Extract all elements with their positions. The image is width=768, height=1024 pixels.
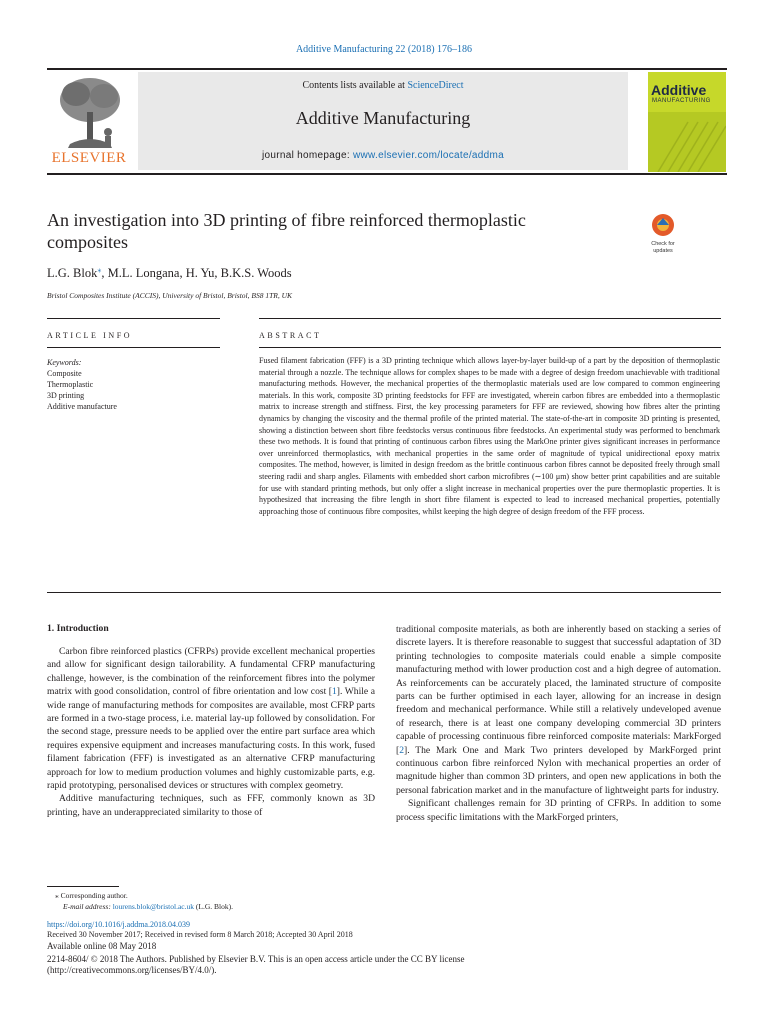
abstract-text: Fused filament fabrication (FFF) is a 3D printing technique which allows layer-by-layer build-up of a part by the deposition of thermoplastic material through a nozzle. The technique allows for complex shapes to be made with a degree of design freedom unachievable with traditional manufacturing methods. However, the mechanical properties of the thermoplastic materials used are low compared to common engineering materials. In this work, composite 3D printing feedstocks for FFF are investigated, wherein carbon fibres are embedded into a thermoplastic matrix to increase strength and stiffness. First, the key processing parameters for FFF are reviewed, showing how fibres alter the printing dynamics by changing the viscosity and the thermal profile of the printed material. The state-of-the-art in composite 3D printing is presented, showing a distinction between short fibre feedstocks versus continuous fibre feedstocks. An experimental study was performed to benchmark these two methods. It is found that printing of continuous carbon fibres using the MarkOne printer gives significant increases in performance over unreinforced thermoplastics, with mechanical properties in the same order of magnitude of typical unidirectional epoxy matrix composites. The method, however, is limited in design freedom as the brittle continuous carbon fibres cannot be deposited freely through small steering radii and sharp angles. Filaments with embedded short carbon microfibres (∼100 μm) show better print capabilities and are suitable for use with standard printing methods, but only offer a slight increase in mechanical properties over the pure thermoplastic properties. It is hypothesized that increasing the fibre length in short fibre filament is expected to lead to increased mechanical properties, potentially approaching those of continuous fibre composites, whilst keeping the high degree of design freedom of the FFF process. bbox=[259, 356, 720, 516]
cover-subtitle: MANUFACTURING bbox=[652, 98, 711, 104]
keywords-label: Keywords: bbox=[47, 358, 82, 367]
publication-info bbox=[47, 920, 464, 975]
right-column bbox=[396, 623, 721, 824]
footnote-rule bbox=[47, 886, 119, 887]
license-url: (http://creativecommons.org/licenses/BY/4.0/). bbox=[47, 964, 217, 975]
abstract-label: ABSTRACT bbox=[259, 331, 322, 340]
paragraph bbox=[396, 797, 721, 824]
article-info-label: ARTICLE INFO bbox=[47, 331, 133, 340]
paragraph bbox=[396, 623, 721, 797]
received-dates: Received 30 November 2017; Received in revised form 8 March 2018; Accepted 30 April 2018 bbox=[47, 930, 353, 940]
journal-homepage bbox=[138, 150, 628, 161]
corresponding-author-note: ⁎ Corresponding author. bbox=[55, 891, 128, 900]
contents-prefix: Contents lists available at bbox=[302, 80, 408, 91]
paragraph-text: ]. The Mark One and Mark Two printers developed by MarkForged print continuous carbon fibre reinforced Nylon with mechanical properties an order of magnitude higher than common 3D printers, and open new applications in both the personal fabrication market and in the manufacture of lightweight parts for industry. bbox=[396, 744, 721, 796]
paragraph-text: traditional composite materials, as both are inherently based on stacking a series of discrete layers. It is therefore reasonable to suggest that successful adaptation of 3D printing technologies to composite materials could enable a simple composite manufacturing method with lower production cost and a high degree of automation. As reinforcements can be accurately placed, the laminated structure of composite parts can be further optimised in each layer, allowing for an increase in design freedom and mechanical performance. While still a relatively undeveloped avenue of research, there is at least one company developing commercial 3D printers capable of processing continuous fibre reinforced composite materials: MarkForged [ bbox=[396, 624, 721, 756]
paragraph bbox=[47, 645, 375, 792]
abstract-rule-top bbox=[259, 318, 721, 319]
author-list bbox=[47, 265, 292, 281]
doi-link[interactable]: https://doi.org/10.1016/j.addma.2018.04.039 bbox=[47, 920, 190, 929]
email-line bbox=[47, 901, 233, 912]
check-for-updates-badge[interactable] bbox=[646, 212, 680, 256]
corresponding-author-mark[interactable]: ⁎ bbox=[97, 265, 102, 274]
keyword: 3D printing bbox=[47, 391, 85, 400]
paragraph-text: Carbon fibre reinforced plastics (CFRPs) provide excellent mechanical properties and allow for significant design tailorability. A fundamental CFRP manufacturing challenge, however, is the combination of the reinforcement fibres into the polymer matrix with good consolidation, control of fibre orientation and low cost [ bbox=[47, 646, 375, 698]
paragraph bbox=[47, 792, 375, 819]
homepage-prefix: journal homepage: bbox=[261, 150, 353, 161]
homepage-link[interactable]: www.elsevier.com/locate/addma bbox=[353, 150, 504, 161]
email-link[interactable]: lourens.blok@bristol.ac.uk bbox=[112, 902, 194, 911]
email-label: E-mail address: bbox=[63, 902, 113, 911]
elsevier-wordmark: ELSEVIER bbox=[51, 150, 127, 166]
article-title: An investigation into 3D printing of fibre reinforced thermoplastic composites bbox=[47, 210, 526, 252]
cover-title: Additive bbox=[651, 82, 707, 98]
svg-text:updates: updates bbox=[653, 248, 673, 254]
header-rule-bottom bbox=[47, 173, 727, 175]
author-name: L.G. Blok bbox=[47, 266, 98, 281]
header-rule-top bbox=[47, 68, 727, 70]
affiliation: Bristol Composites Institute (ACCIS), University of Bristol, Bristol, BS8 1TR, UK bbox=[47, 291, 292, 300]
paragraph-text: ]. While a wide range of manufacturing methods for composites are available, most CFRP parts are formed in a two-stage process, i.e. material lay-up followed by consolidation. For the second stage, pressure needs to be applied over the entire part surface area which requires expensive equipment and increases manufacturing costs. In this work, fused filament fabrication (FFF) is investigated as an alternative CFRP manufacturing approach for low to medium production volumes and highly customizable parts, e.g. rapid prototyping, personalised devices or structures with complex geometry. bbox=[47, 686, 375, 792]
section-heading-introduction: 1. Introduction bbox=[47, 623, 109, 634]
email-suffix: (L.G. Blok). bbox=[194, 902, 233, 911]
contents-line bbox=[138, 80, 628, 91]
reference-link[interactable]: 1 bbox=[332, 686, 337, 698]
abstract-bottom-rule bbox=[47, 592, 721, 593]
license-line: 2214-8604/ © 2018 The Authors. Published by Elsevier B.V. This is an open access article under the CC BY license bbox=[47, 954, 465, 965]
article-info-rule bbox=[47, 347, 220, 348]
cover-graphic bbox=[648, 112, 726, 172]
reference-link[interactable]: 2 bbox=[399, 744, 404, 756]
abstract-rule bbox=[259, 347, 721, 348]
available-online: Available online 08 May 2018 bbox=[47, 940, 157, 951]
journal-reference[interactable] bbox=[0, 44, 768, 55]
author-name: , M.L. Longana, H. Yu, B.K.S. Woods bbox=[101, 266, 292, 281]
journal-title: Additive Manufacturing bbox=[295, 108, 471, 128]
paragraph-text: Significant challenges remain for 3D printing of CFRPs. In addition to some process specific limitations with the MarkForged printers, bbox=[396, 798, 721, 823]
svg-text:Check for: Check for bbox=[651, 241, 675, 247]
keyword: Additive manufacture bbox=[47, 402, 117, 411]
journal-cover-thumbnail[interactable] bbox=[648, 72, 726, 172]
left-column bbox=[47, 645, 375, 819]
footnote bbox=[47, 890, 233, 912]
paragraph-text: Additive manufacturing techniques, such as FFF, commonly known as 3D printing, have an underappreciated similarity to those of bbox=[47, 793, 375, 818]
keyword: Composite bbox=[47, 369, 82, 378]
keywords-block bbox=[47, 357, 117, 412]
journal-reference-link[interactable]: Additive Manufacturing 22 (2018) 176–186 bbox=[295, 44, 473, 55]
article-info-rule-top bbox=[47, 318, 220, 319]
keyword: Thermoplastic bbox=[47, 380, 94, 389]
sciencedirect-link[interactable]: ScienceDirect bbox=[407, 80, 464, 91]
